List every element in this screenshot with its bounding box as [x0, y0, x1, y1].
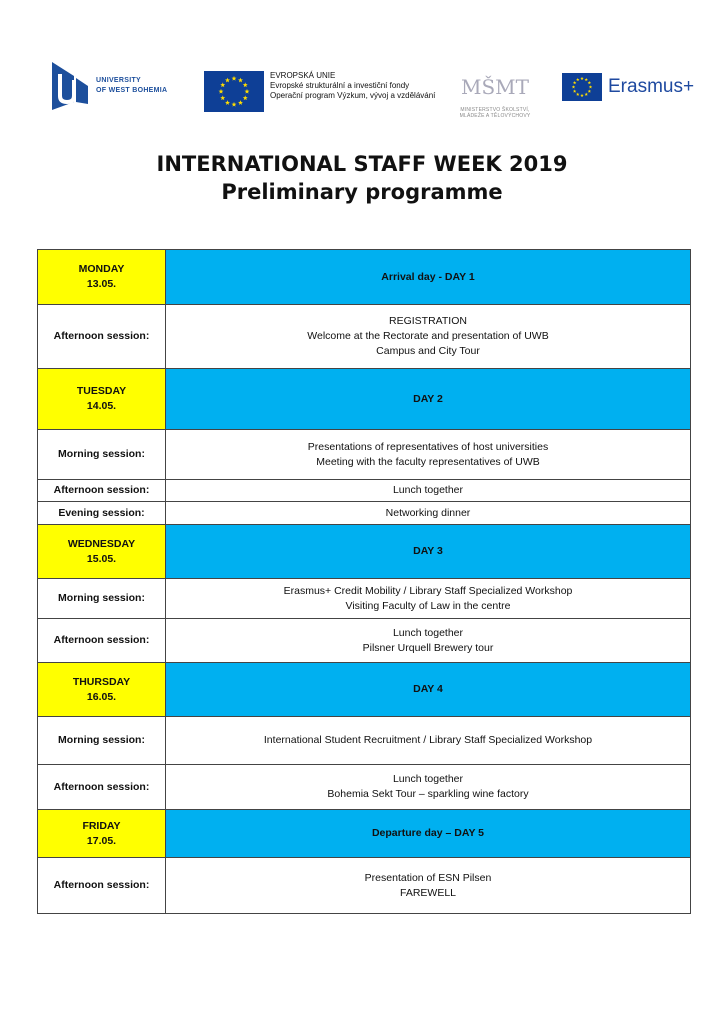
day-banner: DAY 3	[166, 525, 691, 579]
session-label: Afternoon session:	[38, 858, 166, 914]
eu-star-icon	[589, 85, 592, 88]
msmt-mark: MŠMT	[461, 75, 529, 99]
day-row-friday	[38, 810, 691, 858]
weekday-label: MONDAY	[78, 263, 125, 275]
title-line1: INTERNATIONAL STAFF WEEK 2019	[156, 152, 568, 176]
day-banner: Departure day – DAY 5	[166, 810, 691, 858]
session-line: Networking dinner	[385, 506, 471, 519]
erasmus-label: Erasmus+	[608, 76, 695, 97]
eu-text-line1: EVROPSKÁ UNIE	[270, 71, 336, 80]
day-banner: DAY 2	[166, 369, 691, 430]
eu-text	[270, 71, 435, 101]
day-row-wednesday	[38, 525, 691, 579]
session-content	[166, 858, 691, 914]
uwb-name-line2: OF WEST BOHEMIA	[96, 87, 168, 94]
eu-star-icon	[243, 95, 248, 100]
eu-star-icon	[573, 81, 576, 84]
weekday-label: THURSDAY	[72, 675, 131, 688]
session-line: REGISTRATION	[389, 315, 467, 327]
day-cell	[38, 810, 166, 858]
programme-table	[37, 249, 691, 914]
eu-star-icon	[225, 100, 230, 105]
eu-star-icon	[232, 76, 237, 81]
session-label: Afternoon session:	[38, 480, 166, 502]
session-row	[38, 619, 691, 663]
msmt-logo	[455, 70, 535, 119]
session-line: Welcome at the Rectorate and presentation of UWB	[307, 330, 549, 342]
eu-star-icon	[220, 95, 225, 100]
session-content	[166, 717, 691, 765]
day-row-monday	[38, 250, 691, 305]
uwb-logo	[52, 62, 167, 110]
session-line: Erasmus+ Credit Mobility / Library Staff Specialized Workshop	[283, 584, 573, 597]
session-content	[166, 430, 691, 480]
day-row-thursday	[38, 663, 691, 717]
msmt-sub-line2: MLÁDEŽE A TĚLOVÝCHOVY	[459, 113, 531, 119]
session-line: FAREWELL	[399, 886, 457, 899]
session-row	[38, 765, 691, 810]
logo-header	[0, 0, 724, 130]
eu-star-icon	[585, 78, 588, 81]
session-content	[166, 502, 691, 525]
session-line: Lunch together	[392, 773, 464, 785]
day-row-tuesday	[38, 369, 691, 430]
session-line: Meeting with the faculty representatives of UWB	[316, 455, 540, 468]
page-title	[0, 150, 724, 206]
session-content	[166, 305, 691, 369]
session-label: Afternoon session:	[38, 619, 166, 663]
session-content	[166, 480, 691, 502]
uwb-name-line1: UNIVERSITY	[96, 77, 142, 84]
eu-star-icon	[245, 89, 250, 94]
eu-star-icon	[585, 93, 588, 96]
session-line: Pilsner Urquell Brewery tour	[362, 641, 494, 654]
eu-star-icon	[580, 77, 583, 80]
erasmus-eu-flag-icon	[562, 73, 602, 101]
uwb-name	[96, 76, 167, 96]
session-line: Lunch together	[392, 484, 464, 496]
eu-star-icon	[219, 89, 224, 94]
eu-star-icon	[576, 78, 579, 81]
session-label: Afternoon session:	[38, 765, 166, 810]
eu-logo	[204, 71, 435, 112]
session-content	[166, 765, 691, 810]
eu-star-icon	[576, 93, 579, 96]
session-line: Lunch together	[392, 626, 464, 639]
eu-star-icon	[588, 89, 591, 92]
day-banner: DAY 4	[166, 663, 691, 717]
day-date: 16.05.	[86, 690, 117, 703]
day-cell	[38, 369, 166, 430]
session-line: Campus and City Tour	[376, 345, 480, 357]
eu-flag-icon	[204, 71, 264, 112]
day-date: 14.05.	[86, 400, 117, 412]
session-label: Evening session:	[38, 502, 166, 525]
day-date: 13.05.	[86, 278, 117, 290]
session-line: International Student Recruitment / Library Staff Specialized Workshop	[263, 734, 593, 746]
session-line: Presentation of ESN Pilsen	[364, 871, 492, 884]
session-row	[38, 430, 691, 480]
session-content	[166, 619, 691, 663]
session-label: Morning session:	[38, 717, 166, 765]
eu-star-icon	[232, 102, 237, 107]
day-cell	[38, 663, 166, 717]
session-content	[166, 579, 691, 619]
session-line: Presentations of representatives of host universities	[307, 440, 549, 453]
session-line: Visiting Faculty of Law in the centre	[345, 599, 511, 612]
session-row	[38, 858, 691, 914]
session-row	[38, 717, 691, 765]
eu-star-icon	[220, 82, 225, 87]
eu-star-icon	[238, 100, 243, 105]
weekday-label: FRIDAY	[82, 819, 121, 832]
eu-text-line3: Operační program Výzkum, vývoj a vzdělávání	[270, 91, 436, 100]
eu-star-icon	[243, 82, 248, 87]
weekday-label: TUESDAY	[76, 385, 127, 397]
day-banner: Arrival day - DAY 1	[166, 250, 691, 305]
day-cell	[38, 250, 166, 305]
day-date: 15.05.	[86, 552, 117, 565]
title-line2: Preliminary programme	[221, 180, 503, 204]
day-cell	[38, 525, 166, 579]
erasmus-logo	[562, 73, 694, 101]
session-line: Bohemia Sekt Tour – sparkling wine factory	[327, 788, 529, 800]
day-date: 17.05.	[86, 834, 117, 847]
uwb-emblem-icon	[52, 62, 88, 110]
msmt-sub-line1: MINISTERSTVO ŠKOLSTVÍ,	[460, 107, 530, 113]
session-label: Morning session:	[38, 430, 166, 480]
eu-star-icon	[225, 78, 230, 83]
eu-star-icon	[238, 78, 243, 83]
msmt-mark-icon	[461, 70, 529, 102]
eu-star-icon	[580, 94, 583, 97]
eu-star-icon	[573, 89, 576, 92]
eu-star-icon	[572, 85, 575, 88]
session-row	[38, 480, 691, 502]
eu-star-icon	[588, 81, 591, 84]
session-label: Morning session:	[38, 579, 166, 619]
weekday-label: WEDNESDAY	[67, 537, 136, 550]
session-label: Afternoon session:	[38, 305, 166, 369]
session-row	[38, 579, 691, 619]
eu-text-line2: Evropské strukturální a investiční fondy	[270, 81, 410, 90]
session-row	[38, 502, 691, 525]
session-row	[38, 305, 691, 369]
